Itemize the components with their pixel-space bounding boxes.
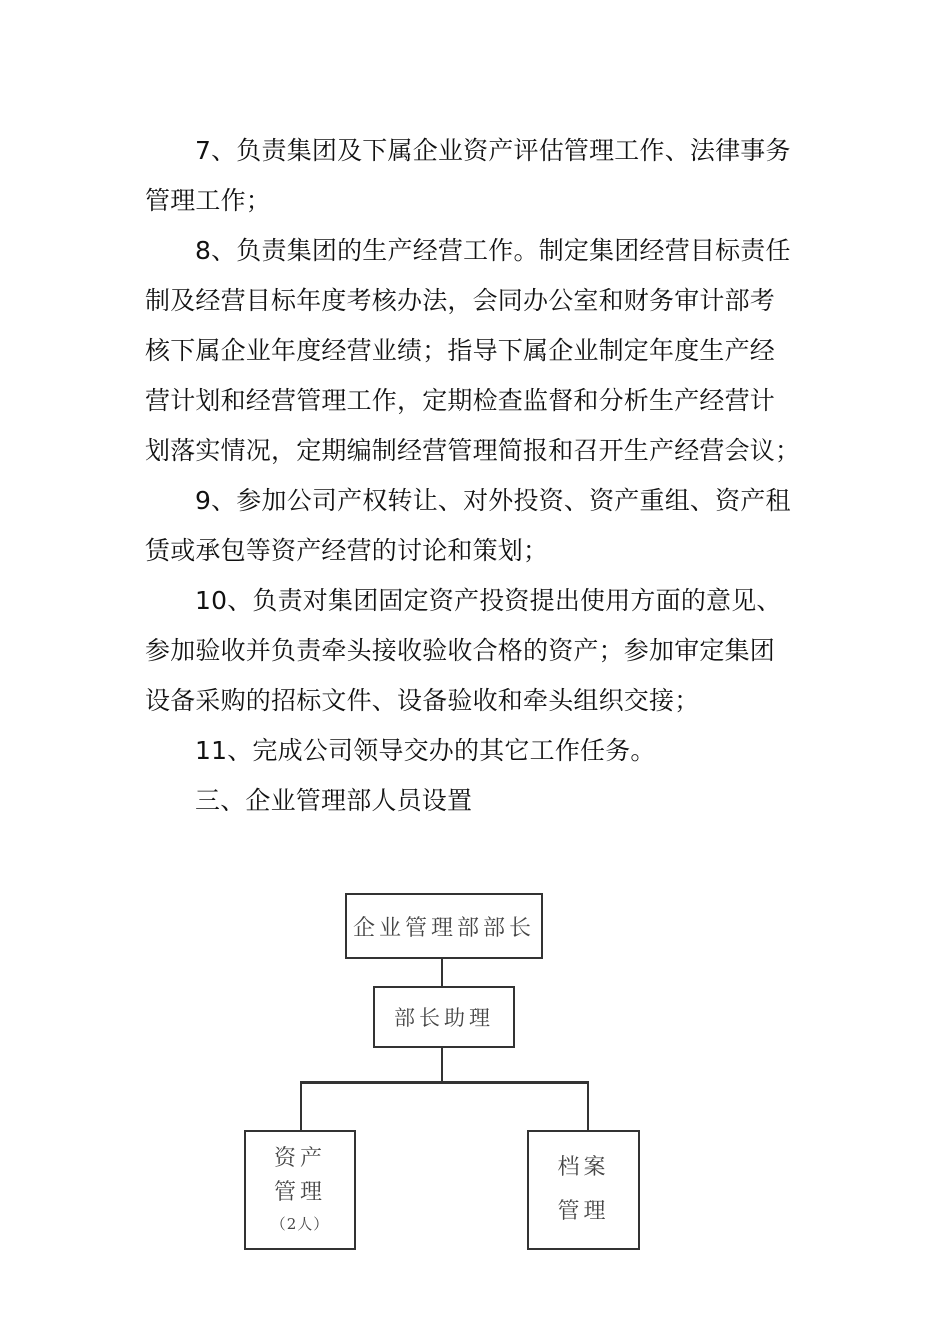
org-node-head (345, 893, 543, 959)
org-node-count: （2人） (270, 1215, 330, 1233)
org-node-asset-management (244, 1130, 356, 1250)
connector-line (300, 1082, 302, 1130)
text-line: 参加验收并负责牵头接收验收合格的资产；参加审定集团 (145, 636, 776, 665)
org-node-label: 部长助理 (394, 1006, 494, 1030)
text-line: 制及经营目标年度考核办法，会同办公室和财务审计部考 (145, 286, 776, 315)
connector-line (587, 1082, 589, 1130)
text-line: 划落实情况，定期编制经营管理简报和召开生产经营会议； (145, 436, 801, 465)
text-line: 10、负责对集团固定资产投资提出使用方面的意见、 (195, 586, 782, 615)
org-node-archive-management (527, 1130, 640, 1250)
org-node-label: 资产 (273, 1146, 326, 1171)
connector-line (441, 959, 443, 986)
org-node-label: 管理 (557, 1199, 610, 1224)
text-line: 11、完成公司领导交办的其它工作任务。 (195, 736, 656, 765)
org-node-assistant (373, 986, 515, 1048)
org-node-label: 管理 (273, 1180, 326, 1205)
text-line: 7、负责集团及下属企业资产评估管理工作、法律事务 (195, 136, 791, 165)
text-line: 8、负责集团的生产经营工作。制定集团经营目标责任 (195, 236, 791, 265)
text-line: 管理工作； (145, 186, 272, 215)
text-line: 核下属企业年度经营业绩；指导下属企业制定年度生产经 (145, 336, 776, 365)
text-line: 设备采购的招标文件、设备验收和牵头组织交接； (145, 686, 700, 715)
connector-line (441, 1048, 443, 1082)
connector-line (300, 1081, 589, 1084)
text-line: 9、参加公司产权转让、对外投资、资产重组、资产租 (195, 486, 791, 515)
text-line: 赁或承包等资产经营的讨论和策划； (145, 536, 549, 565)
text-line: 营计划和经营管理工作，定期检查监督和分析生产经营计 (145, 386, 776, 415)
section-heading: 三、企业管理部人员设置 (195, 786, 473, 815)
org-node-label: 企业管理部部长 (352, 915, 535, 941)
org-node-label: 档案 (557, 1155, 610, 1180)
